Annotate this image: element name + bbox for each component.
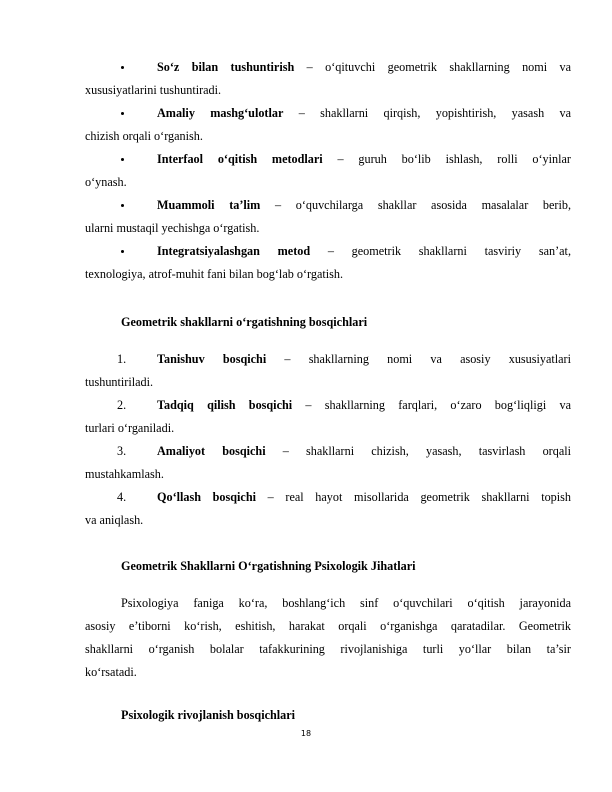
method-text: – shakllarni qirqish, yopishtirish, yasash va	[298, 106, 571, 120]
bullet-icon	[121, 66, 124, 69]
method-text: – geometrik shakllarni tasviriy san’at,	[327, 244, 571, 258]
paragraph-line: Psixologiya faniga ko‘ra, boshlang‘ich sinf o‘quvchilari o‘qitish jarayonida	[121, 596, 571, 610]
bullet-icon	[121, 250, 124, 253]
list-item	[85, 486, 571, 532]
method-text: – o‘quvchilarga shakllar asosida masalalar berib,	[274, 198, 572, 212]
step-term: Amaliyot bosqichi	[157, 444, 266, 458]
step-text: – shakllarni chizish, yasash, tasvirlash orqali	[282, 444, 571, 458]
section-heading: Geometrik Shakllarni O‘rgatishning Psixologik Jihatlari	[121, 559, 416, 573]
list-item	[85, 240, 571, 286]
method-text-cont: ularni mustaqil yechishga o‘rgatish.	[85, 221, 260, 235]
list-item	[85, 394, 571, 440]
step-number: 2.	[117, 398, 127, 412]
step-text: – shakllarning nomi va asosiy xususiyatlari	[284, 352, 572, 366]
list-item	[85, 102, 571, 148]
bullet-icon	[121, 112, 124, 115]
method-text-cont: chizish orqali o‘rganish.	[85, 129, 203, 143]
step-number: 4.	[117, 490, 127, 504]
method-term: So‘z bilan tushuntirish	[157, 60, 295, 74]
method-text-cont: o‘ynash.	[85, 175, 127, 189]
paragraph-line: shakllarni o‘rganish bolalar tafakkurining rivojlanishiga turli yo‘llar bilan ta’sir	[85, 642, 571, 656]
list-item	[85, 194, 571, 240]
method-text-cont: texnologiya, atrof-muhit fani bilan bog‘lab o‘rgatish.	[85, 267, 344, 281]
paragraph-line: ko‘rsatadi.	[85, 665, 137, 679]
section-heading: Geometrik shakllarni o‘rgatishning bosqichlari	[121, 315, 368, 329]
step-term: Qo‘llash bosqichi	[157, 490, 257, 504]
step-text: – real hayot misollarida geometrik shakllarni topish	[267, 490, 571, 504]
list-item	[85, 440, 571, 486]
steps-list	[85, 348, 571, 532]
step-number: 3.	[117, 444, 127, 458]
step-number: 1.	[117, 352, 127, 366]
method-term: Amaliy mashg‘ulotlar	[157, 106, 284, 120]
methods-list	[85, 56, 571, 286]
step-text-cont: mustahkamlash.	[85, 467, 164, 481]
list-item	[85, 56, 571, 102]
method-text: – guruh bo‘lib ishlash, rolli o‘yinlar	[337, 152, 571, 166]
method-text-cont: xususiyatlarini tushuntiradi.	[85, 83, 222, 97]
section-heading: Psixologik rivojlanish bosqichlari	[121, 708, 296, 722]
bullet-icon	[121, 158, 124, 161]
list-item	[85, 148, 571, 194]
step-term: Tadqiq qilish bosqichi	[157, 398, 293, 412]
method-text: – o‘qituvchi geometrik shakllarning nomi va	[306, 60, 572, 74]
method-term: Integratsiyalashgan metod	[157, 244, 311, 258]
step-term: Tanishuv bosqichi	[157, 352, 267, 366]
bullet-icon	[121, 204, 124, 207]
step-text-cont: turlari o‘rganiladi.	[85, 421, 175, 435]
paragraph-line: asosiy e’tiborni ko‘rish, eshitish, harakat orqali o‘rganishga qaratadilar. Geometrik	[85, 619, 571, 633]
step-text-cont: va aniqlash.	[85, 513, 144, 527]
step-text-cont: tushuntiriladi.	[85, 375, 154, 389]
step-text: – shakllarning farqlari, o‘zaro bog‘liqligi va	[305, 398, 571, 412]
method-term: Muammoli ta’lim	[157, 198, 261, 212]
method-term: Interfaol o‘qitish metodlari	[157, 152, 323, 166]
list-item	[85, 348, 571, 394]
page-number: 18	[300, 729, 312, 738]
body-paragraph	[85, 592, 571, 684]
